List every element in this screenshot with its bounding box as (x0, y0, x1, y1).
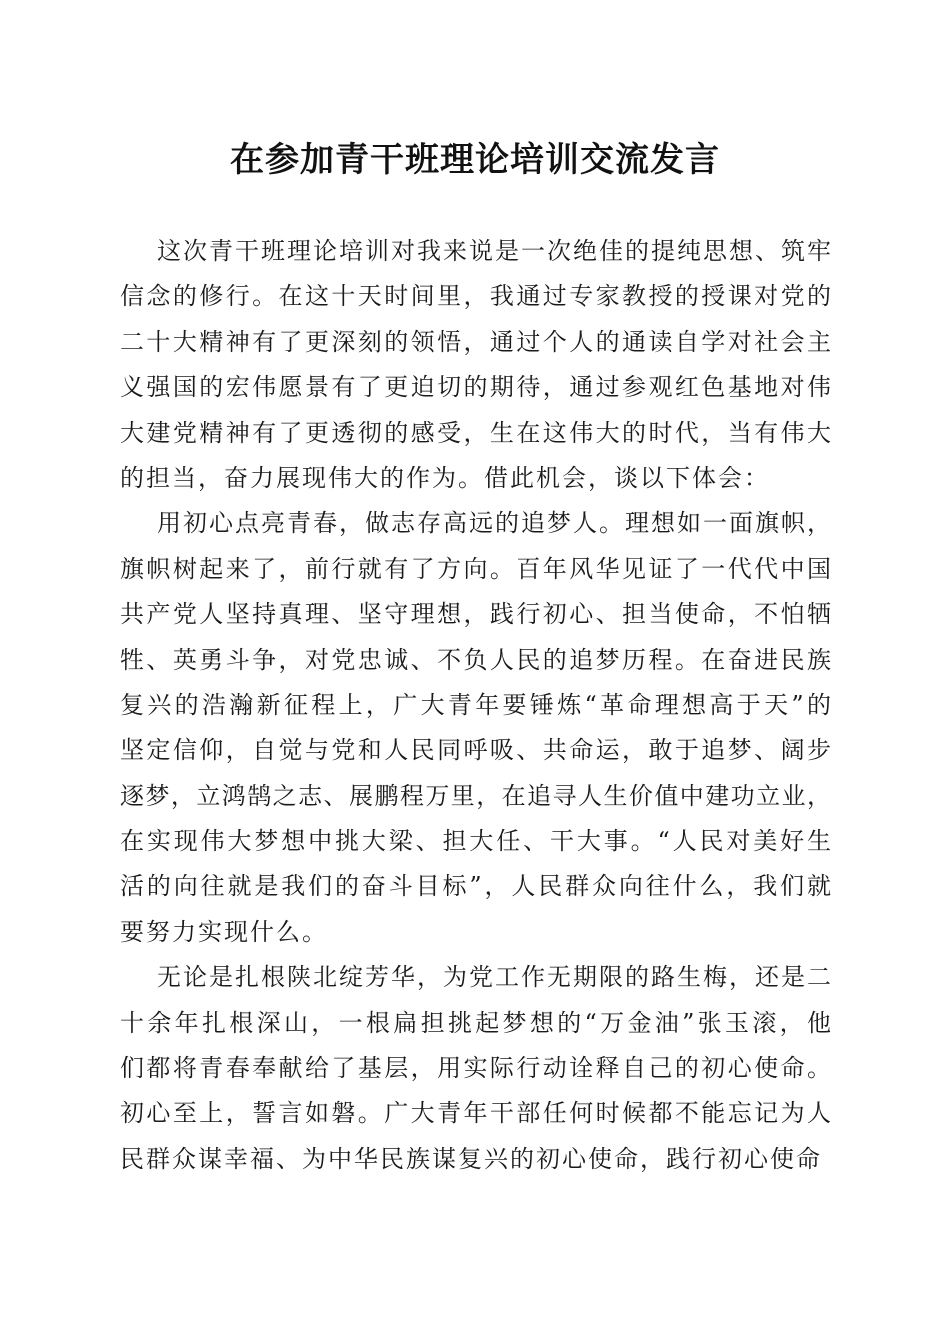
text-line: 这次青干班理论培训对我来说是一次绝佳的提纯思想、筑牢 (157, 237, 833, 265)
text-line: 二十大精神有了更深刻的领悟，通过个人的通读自学对社会主 (120, 327, 834, 356)
text-line: 要努力实现什么。 (120, 917, 328, 946)
text-line: 复兴的浩瀚新征程上，广大青年要锤炼“革命理想高于天”的 (120, 690, 835, 719)
text-line: 民群众谋幸福、为中华民族谋复兴的初心使命，践行初心使命 (120, 1144, 822, 1173)
paragraph-1 (120, 229, 834, 501)
text-line: 初心至上，誓言如磐。广大青年干部任何时候都不能忘记为人 (120, 1099, 834, 1128)
text-line: 牲、英勇斗争，对党忠诚、不负人民的追梦历程。在奋进民族 (120, 645, 834, 674)
text-line: 逐梦，立鸿鹄之志、展鹏程万里，在追寻人生价值中建功立业， (120, 781, 833, 810)
text-line: 用初心点亮青春，做志存高远的追梦人。理想如一面旗帜， (157, 509, 833, 538)
text-line: 信念的修行。在这十天时间里，我通过专家教授的授课对党的 (120, 282, 834, 311)
document-title: 在参加青干班理论培训交流发言 (230, 140, 720, 180)
paragraph-2 (120, 501, 835, 955)
document-body (120, 229, 835, 1182)
text-line: 坚定信仰，自觉与党和人民同呼吸、共命运，敢于追梦、阔步 (120, 736, 834, 765)
text-line: 活的向往就是我们的奋斗目标”，人民群众向往什么，我们就 (120, 872, 834, 901)
text-line: 在实现伟大梦想中挑大梁、担大任、干大事。“人民对美好生 (120, 827, 834, 856)
text-line: 大建党精神有了更透彻的感受，生在这伟大的时代，当有伟大 (120, 418, 834, 447)
paragraph-3 (120, 955, 835, 1182)
text-line: 十余年扎根深山，一根扁担挑起梦想的“万金油”张玉滚，他 (120, 1008, 835, 1037)
text-line: 无论是扎根陕北绽芳华，为党工作无期限的路生梅，还是二 (157, 963, 833, 992)
text-line: 旗帜树起来了，前行就有了方向。百年风华见证了一代代中国 (120, 554, 834, 583)
text-line: 们都将青春奉献给了基层，用实际行动诠释自己的初心使命。 (120, 1054, 834, 1083)
text-line: 的担当，奋力展现伟大的作为。借此机会，谈以下体会： (120, 463, 770, 492)
text-line: 义强国的宏伟愿景有了更迫切的期待，通过参观红色基地对伟 (120, 373, 834, 402)
text-line: 共产党人坚持真理、坚守理想，践行初心、担当使命，不怕牺 (120, 600, 834, 629)
